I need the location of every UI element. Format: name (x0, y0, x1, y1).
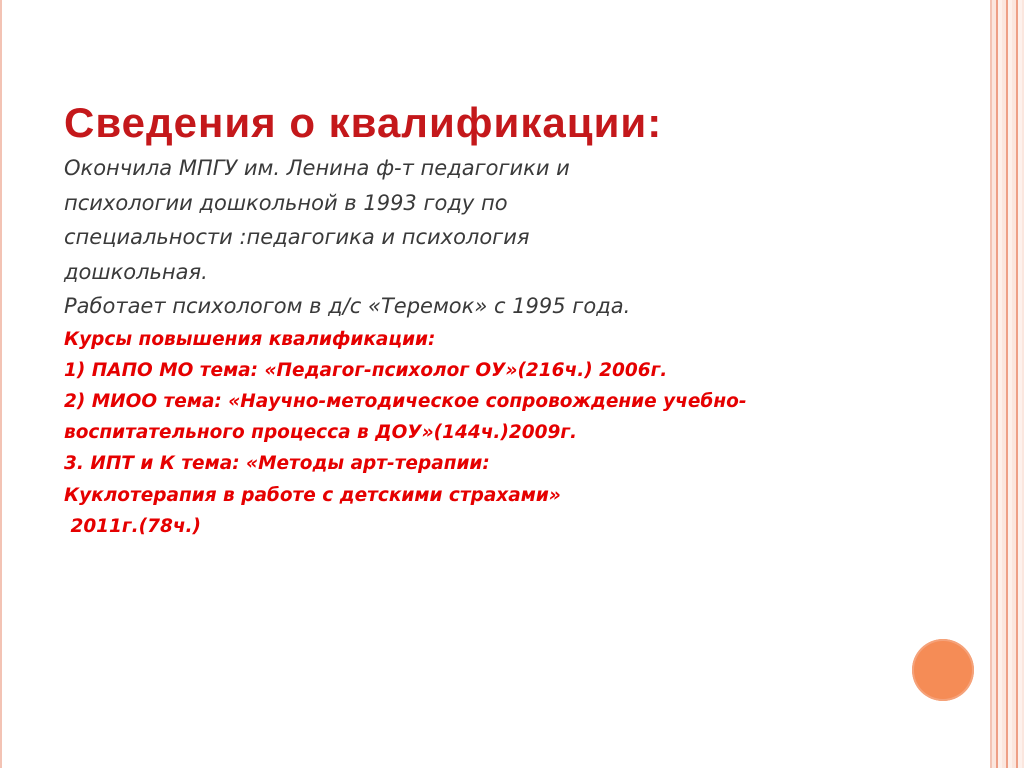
stripe-line (996, 0, 998, 768)
body-line: Окончила МПГУ им. Ленина ф-т педагогики и (64, 156, 570, 180)
slide-title: Сведения о квалификации: (64, 99, 663, 146)
course-line: Куклотерапия в работе с детскими страхами» (64, 484, 561, 506)
body-line: Работает психологом в д/с «Теремок» с 1995 года. (64, 294, 631, 318)
course-line: 2) МИОО тема: «Научно-методическое сопровождение учебно- (64, 390, 747, 412)
body-line: дошкольная. (64, 259, 208, 284)
decorative-edge-stripes (992, 0, 1024, 768)
course-line: 3. ИПТ и К тема: «Методы арт-терапии: (64, 453, 490, 475)
course-line: 1) ПАПО МО тема: «Педагог-психолог ОУ»(216ч.) 2006г. (64, 359, 668, 381)
course-line: воспитательного процесса в ДОУ»(144ч.)2009г. (64, 422, 578, 444)
stripe-line (1016, 0, 1018, 768)
courses-heading: Курсы повышения квалификации: (64, 328, 436, 350)
stripe-line (1006, 0, 1008, 768)
course-line: 2011г.(78ч.) (64, 515, 202, 537)
decorative-circle (912, 639, 974, 701)
content-block (64, 95, 944, 542)
body-line: специальности :педагогика и психология (64, 225, 530, 249)
body-line: психологии дошкольной в 1993 году по (64, 190, 508, 215)
